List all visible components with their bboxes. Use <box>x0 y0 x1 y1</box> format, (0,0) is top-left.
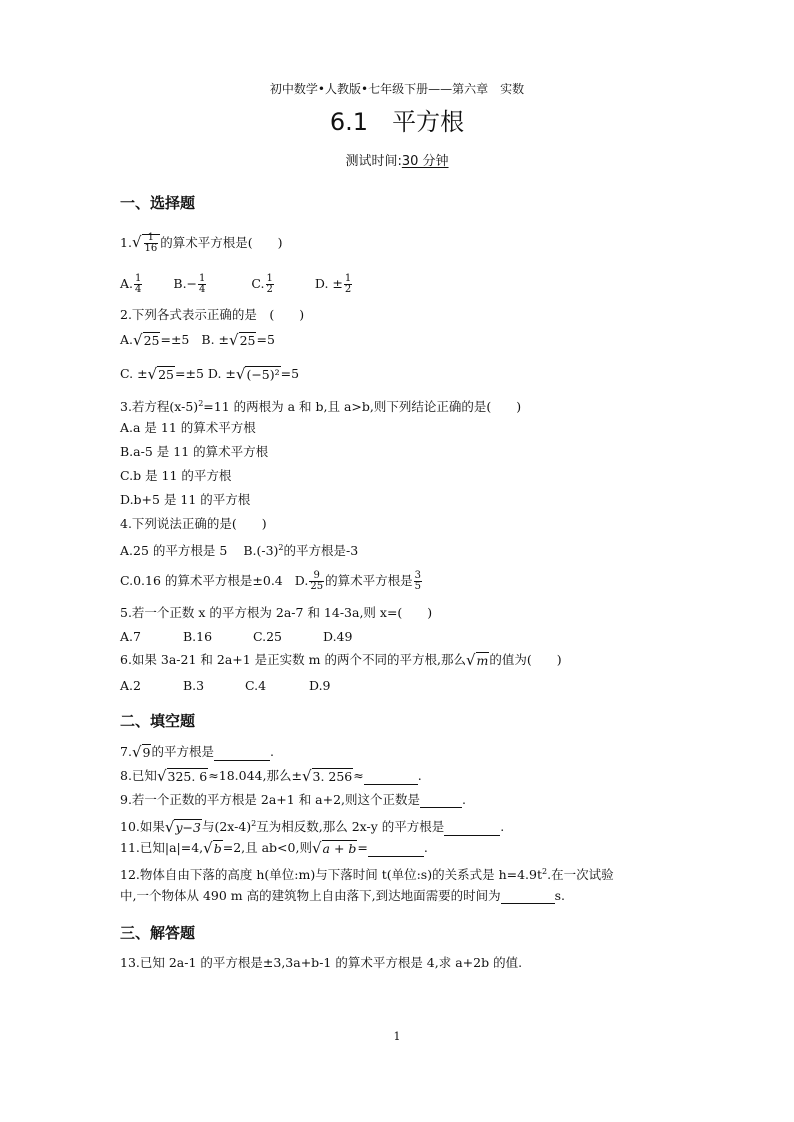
page-header-subtitle: 初中数学•人教版•七年级下册——第六章 实数 <box>269 82 525 96</box>
question-2-options-ab: A.√25=±5 B. ±√25=5 <box>120 331 275 349</box>
question-6-stem: 6.如果 3a-21 和 2a+1 是正实数 m 的两个不同的平方根,那么√m的值为( ) <box>120 651 562 669</box>
question-4-options-cd: C.0.16 的算术平方根是±0.4 D. $\frac{9}{25}$ 的算术平方根是 $\frac{3}{5}$ <box>120 570 421 592</box>
question-9: 9.若一个正数的平方根是 2a+1 和 a+2,则这个正数是 . <box>120 792 467 807</box>
option-d: D. ± $\frac{1}{2}$ <box>314 273 352 295</box>
option-b: B.− $\frac{1}{4}$ <box>173 273 206 295</box>
answer-blank[interactable] <box>364 772 418 785</box>
question-3-option-b: B.a-5 是 11 的算术平方根 <box>120 444 269 459</box>
question-3-stem: 3.若方程$(x-5)^2=11$ 的两根为 a 和 b,且 a>b,则下列结论正确的是( ) <box>120 399 522 415</box>
question-1-stem: 1.√ $\frac{1}{16}$ 的算术平方根是( ) <box>120 232 283 254</box>
answer-blank[interactable] <box>368 844 424 857</box>
question-13: 13.已知 2a-1 的平方根是±3,3a+b-1 的算术平方根是 4,求 a+2b 的值. <box>120 955 523 970</box>
option-c: C. $\frac{1}{2}$ <box>251 273 273 295</box>
test-time: 测试时间:30 分钟 <box>345 154 449 169</box>
page-number: 1 <box>393 1030 401 1043</box>
question-5-stem: 5.若一个正数 x 的平方根为 2a-7 和 14-3a,则 x=( ) <box>120 605 433 620</box>
question-7: 7.√9的平方根是 . <box>120 743 274 761</box>
answer-blank[interactable] <box>444 823 500 836</box>
question-12-line-2: 中,一个物体从 490 m 高的建筑物上自由落下,到达地面需要的时间为 s. <box>120 888 565 903</box>
question-2-stem: 2.下列各式表示正确的是 ( ) <box>120 307 305 322</box>
question-12-line-1: 12.物体自由下落的高度 h(单位:m)与下落时间 t(单位:s)的关系式是 $h=4.9t^2$.在一次试验 <box>120 867 614 883</box>
answer-blank[interactable] <box>214 748 270 761</box>
section-heading-choice: 一、选择题 <box>120 194 196 212</box>
question-6-options: A.2 B.3 C.4 D.9 <box>120 678 331 693</box>
question-3-option-c: C.b 是 11 的平方根 <box>120 468 232 483</box>
question-2-options-cd: C. ±√25=±5 D. ±√(−5)²=5 <box>120 365 300 383</box>
answer-blank[interactable] <box>501 891 555 904</box>
answer-blank[interactable] <box>420 795 462 808</box>
section-heading-fill: 二、填空题 <box>120 712 196 730</box>
question-11: 11.已知|a|=4,√b=2,且 ab<0,则√a + b= . <box>120 839 428 857</box>
time-value: 30 分钟 <box>401 154 449 169</box>
question-5-options: A.7 B.16 C.25 D.49 <box>120 629 353 644</box>
page-title: 6.1 平方根 <box>329 108 465 136</box>
option-a: A. $\frac{1}{4}$ <box>120 273 142 295</box>
question-3-option-a: A.a 是 11 的算术平方根 <box>120 420 256 435</box>
question-4-options-ab: A.25 的平方根是 5 $B.(-3)^2$的平方根是-3 <box>120 543 359 559</box>
question-4-stem: 4.下列说法正确的是( ) <box>120 516 267 531</box>
question-3-option-d: D.b+5 是 11 的平方根 <box>120 492 251 507</box>
question-10: 10.如果√y−3与$(2x-4)^2$互为相反数,那么 2x-y 的平方根是 . <box>120 818 505 837</box>
question-8: 8.已知√325. 6≈18.044,那么±√3. 256≈ . <box>120 767 422 785</box>
section-heading-solve: 三、解答题 <box>120 924 196 942</box>
question-1-options <box>120 274 353 295</box>
